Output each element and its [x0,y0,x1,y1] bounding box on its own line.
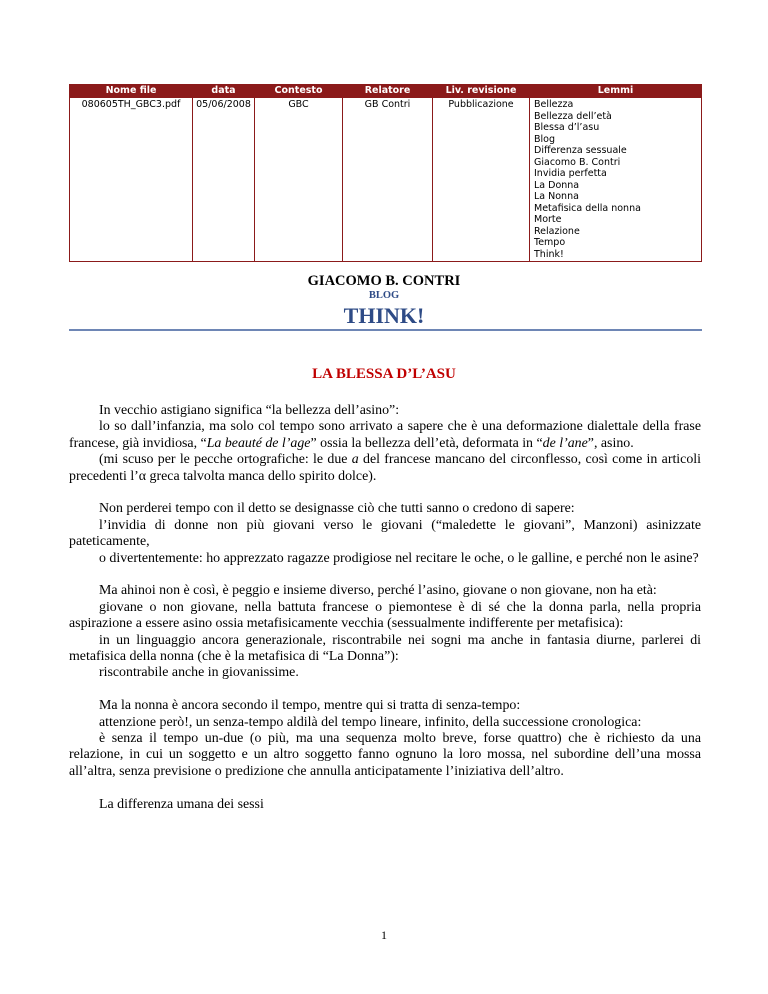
header-data: data [193,85,255,98]
paragraph: o divertentemente: ho apprezzato ragazze prodigiose nel recitare le oche, o le galline, e perché non le asine? [99,550,699,566]
text-run: del francese mancano del circonflesso, così come in articoli precedenti l’α greca talvolta manca dello spirito dolce). [69,452,701,484]
lemma-item: Invidia perfetta [534,168,607,179]
lemma-item: La Nonna [534,191,579,202]
author-name: GIACOMO B. CONTRI [307,273,461,289]
paragraph [69,419,701,452]
paragraph: Ma ahinoi non è così, è peggio e insieme diverso, perché l’asino, giovane o non giovane, non ha età: [99,583,657,599]
cell-nome-file: 080605TH_GBC3.pdf [70,98,193,262]
lemma-item: Bellezza [534,99,574,110]
article-title: LA BLESSA D’L’ASU [312,366,456,382]
italic-phrase: de l’ane [542,435,588,451]
page-number: 1 [381,928,387,942]
italic-phrase: La beauté de l’age [206,435,311,451]
paragraph: attenzione però!, un senza-tempo aldilà del tempo lineare, infinito, della successione cronologica: [99,714,642,730]
blog-title: THINK! [343,303,425,328]
divider [69,329,702,331]
blog-label: BLOG [368,290,400,301]
cell-liv-revisione: Pubblicazione [433,98,530,262]
header-liv-revisione: Liv. revisione [433,85,530,98]
paragraph: è senza il tempo un-due (o più, ma una sequenza molto breve, forse quattro) che è richiesto da una relazione, in cui un soggetto e un altro soggetto fanno ognuno la loro mossa, nel subordine dell’una mossa all’altra, senza previsione o predizione che annulla anticipatamente l’iniziativa dell’altro. [69,731,701,779]
metadata-header-row [70,85,702,98]
lemma-item: Tempo [534,237,566,248]
lemma-item: Relazione [534,225,580,237]
paragraph: giovane o non giovane, nella battuta francese o piemontese è di sé che la donna parla, nella propria aspirazione a essere asino ossia metafisicamente vecchia (sessualmente indifferente per metafisica): [69,599,701,632]
paragraph: In vecchio astigiano significa “la bellezza dell’asino”: [99,403,400,418]
lemma-item: Blessa d’l’asu [534,122,600,133]
lemma-item: Differenza sessuale [534,145,627,156]
lemma-item: Think! [534,248,564,260]
text-run: lo so dall’infanzia, ma solo col tempo sono arrivato a sapere che è una deformazione dialettale della frase francese, già invidiosa, “ [69,419,701,451]
paragraph: l’invidia di donne non più giovani verso le giovani (“maledette le giovani”, Manzoni) asinizzate pateticamente, [69,517,701,550]
cell-lemmi [530,98,702,262]
cell-contesto: GBC [255,98,343,262]
header-contesto: Contesto [255,85,343,98]
lemma-item: Bellezza dell’età [534,110,612,122]
header-lemmi: Lemmi [530,85,702,98]
text-run: (mi scuso per le pecche ortografiche: le due [99,452,352,468]
paragraph: riscontrabile anche in giovanissime. [99,665,299,681]
header-relatore: Relatore [343,85,433,98]
paragraph [69,452,701,485]
lemma-item: Giacomo B. Contri [534,156,621,168]
lemma-item: Morte [534,214,562,225]
paragraph: La differenza umana dei sessi [99,796,264,812]
paragraph: Ma la nonna è ancora secondo il tempo, mentre qui si tratta di senza-tempo: [99,698,521,714]
lemma-item: Metafisica della nonna [534,202,641,214]
text-run: ”, asino. [587,435,634,451]
text-run: ” ossia la bellezza dell’età, deformata in “ [310,435,543,451]
header-nome-file: Nome file [70,85,193,98]
italic-phrase: a [351,452,359,468]
lemma-item: La Donna [534,179,580,191]
paragraph: in un linguaggio ancora generazionale, riscontrabile nei sogni ma anche in fantasia diurne, parlerei di metafisica della nonna (che è la metafisica di “La Donna”): [69,632,701,665]
metadata-table [69,84,702,262]
paragraph: Non perderei tempo con il detto se designasse ciò che tutti sanno o credono di sapere: [99,501,575,517]
cell-data: 05/06/2008 [193,98,255,262]
lemma-item: Blog [534,133,555,145]
cell-relatore: GB Contri [343,98,433,262]
article-body [69,403,701,813]
metadata-row [70,98,702,262]
